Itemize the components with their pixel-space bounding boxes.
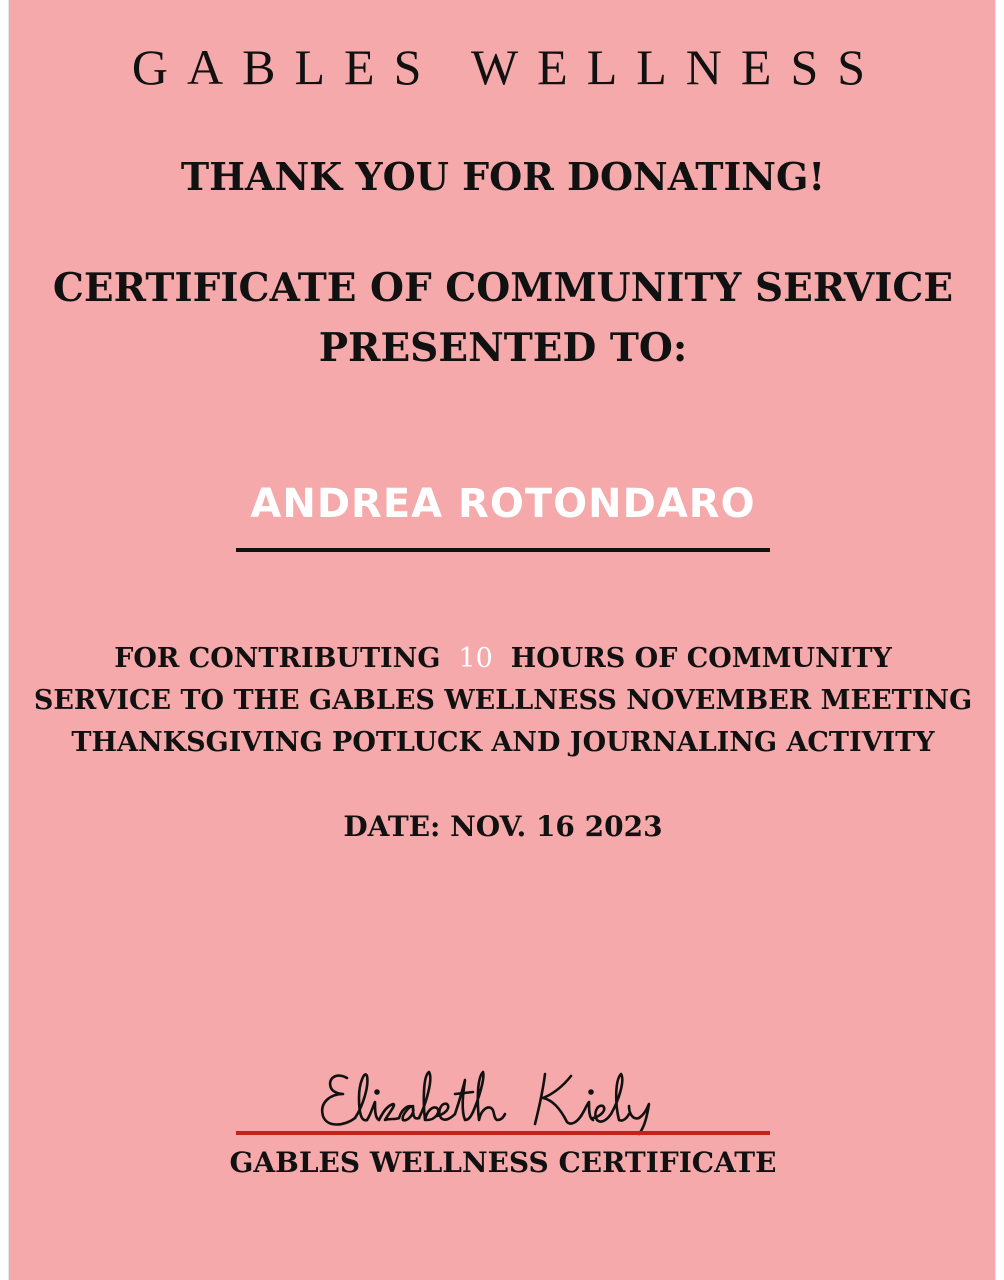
hours-value: 10 [458,643,493,674]
certificate-date: DATE: NOV. 16 2023 [343,810,663,843]
signature-line [236,1131,770,1135]
signature-image [309,1062,689,1136]
organization-title: GABLES WELLNESS [131,39,885,95]
recipient-name: ANDREA ROTONDARO [250,481,756,527]
thank-you-heading: THANK YOU FOR DONATING! [180,154,826,199]
certificate-title [9,258,997,378]
contributing-text: FOR CONTRIBUTING [114,643,441,674]
recipient-underline [236,548,770,552]
service-description-line3: THANKSGIVING POTLUCK AND JOURNALING ACTIVITY [71,727,935,758]
certificate-title-line1: CERTIFICATE OF COMMUNITY SERVICE [52,265,954,311]
certificate-title-line2: PRESENTED TO: [318,325,688,371]
hours-text: HOURS OF COMMUNITY [510,643,892,674]
service-description [9,638,997,764]
certificate-page [8,0,996,1280]
certificate-footer: GABLES WELLNESS CERTIFICATE [229,1146,777,1179]
service-description-line2: SERVICE TO THE GABLES WELLNESS NOVEMBER MEETING [33,685,973,716]
service-description-line1 [9,638,997,680]
